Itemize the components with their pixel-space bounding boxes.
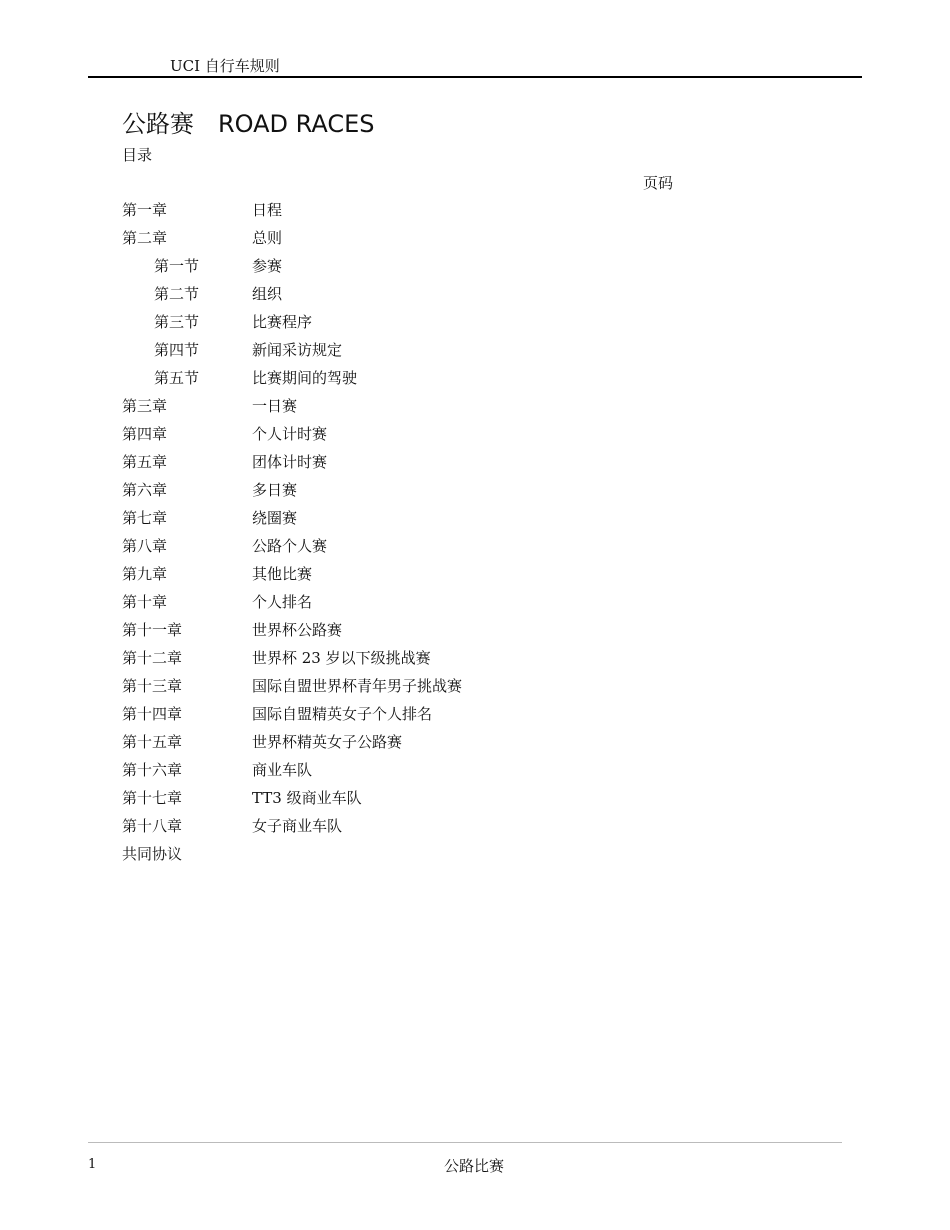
toc-entry-title: 个人计时赛	[252, 425, 328, 443]
toc-heading: 目录	[122, 146, 153, 164]
toc-entry	[122, 560, 722, 588]
toc-entry-number: 第十八章	[122, 817, 183, 835]
footer-page-number: 1	[88, 1157, 97, 1172]
toc-entry	[122, 588, 722, 616]
toc-entry-number: 第一章	[122, 201, 168, 219]
toc-entry	[122, 784, 722, 812]
toc-entry-number: 第十二章	[122, 649, 183, 667]
toc-entry	[122, 420, 722, 448]
toc-entry-title: 一日赛	[252, 397, 298, 415]
toc-entry-title: 比赛程序	[252, 313, 313, 331]
toc-entry	[122, 448, 722, 476]
toc-entry-number: 第十七章	[122, 789, 183, 807]
toc-entry	[122, 616, 722, 644]
footer-title: 公路比赛	[444, 1157, 505, 1175]
toc-entry-title: 日程	[252, 201, 283, 219]
toc-entry-number: 第十一章	[122, 621, 183, 639]
toc-entry-title: TT3 级商业车队	[252, 789, 362, 807]
toc-entry-number: 第七章	[122, 509, 168, 527]
toc-entry-number: 第二章	[122, 229, 168, 247]
toc-entry-number: 第二节	[154, 285, 200, 303]
toc-entry	[122, 196, 722, 224]
toc-entry-title: 其他比赛	[252, 565, 313, 583]
toc-entry-number: 第三章	[122, 397, 168, 415]
toc-entry	[122, 840, 722, 868]
toc-entry-title: 国际自盟精英女子个人排名	[252, 705, 433, 723]
toc-entry	[122, 308, 722, 336]
toc-entry	[122, 672, 722, 700]
header-rule	[88, 76, 862, 78]
toc-entry-title: 绕圈赛	[252, 509, 298, 527]
page-column-label: 页码	[643, 174, 674, 192]
toc-entry-title: 女子商业车队	[252, 817, 343, 835]
table-of-contents	[122, 196, 722, 868]
toc-entry-number: 第九章	[122, 565, 168, 583]
toc-entry-title: 新闻采访规定	[252, 341, 343, 359]
toc-entry-title: 世界杯 23 岁以下级挑战赛	[252, 649, 431, 667]
toc-entry	[122, 476, 722, 504]
toc-entry	[122, 280, 722, 308]
toc-entry-title: 国际自盟世界杯青年男子挑战赛	[252, 677, 463, 695]
toc-entry-title: 商业车队	[252, 761, 313, 779]
toc-entry	[122, 812, 722, 840]
toc-entry-number: 第八章	[122, 537, 168, 555]
toc-entry-number: 第四章	[122, 425, 168, 443]
toc-entry	[122, 252, 722, 280]
toc-entry	[122, 644, 722, 672]
document-title: 公路赛 ROAD RACES	[122, 110, 375, 138]
toc-entry	[122, 224, 722, 252]
toc-entry	[122, 756, 722, 784]
toc-entry	[122, 392, 722, 420]
toc-entry-number: 第十四章	[122, 705, 183, 723]
toc-entry	[122, 364, 722, 392]
footer-rule	[88, 1142, 842, 1143]
toc-entry-number: 第五章	[122, 453, 168, 471]
toc-entry-number: 第五节	[154, 369, 200, 387]
toc-entry	[122, 532, 722, 560]
toc-entry-number: 第一节	[154, 257, 200, 275]
toc-entry	[122, 504, 722, 532]
toc-entry-number: 第六章	[122, 481, 168, 499]
running-header: UCI 自行车规则	[170, 57, 280, 75]
toc-entry-number: 第三节	[154, 313, 200, 331]
toc-entry-number: 第十五章	[122, 733, 183, 751]
toc-entry	[122, 728, 722, 756]
toc-entry-number: 第四节	[154, 341, 200, 359]
toc-entry-title: 组织	[252, 285, 283, 303]
toc-entry-number: 共同协议	[122, 845, 183, 863]
toc-entry-title: 公路个人赛	[252, 537, 328, 555]
toc-entry-title: 世界杯精英女子公路赛	[252, 733, 403, 751]
toc-entry-number: 第十章	[122, 593, 168, 611]
toc-entry-title: 团体计时赛	[252, 453, 328, 471]
toc-entry-title: 多日赛	[252, 481, 298, 499]
toc-entry-title: 比赛期间的驾驶	[252, 369, 358, 387]
toc-entry	[122, 336, 722, 364]
toc-entry-title: 世界杯公路赛	[252, 621, 343, 639]
toc-entry-title: 总则	[252, 229, 283, 247]
toc-entry-number: 第十六章	[122, 761, 183, 779]
toc-entry-title: 个人排名	[252, 593, 313, 611]
toc-entry-title: 参赛	[252, 257, 283, 275]
toc-entry	[122, 700, 722, 728]
toc-entry-number: 第十三章	[122, 677, 183, 695]
